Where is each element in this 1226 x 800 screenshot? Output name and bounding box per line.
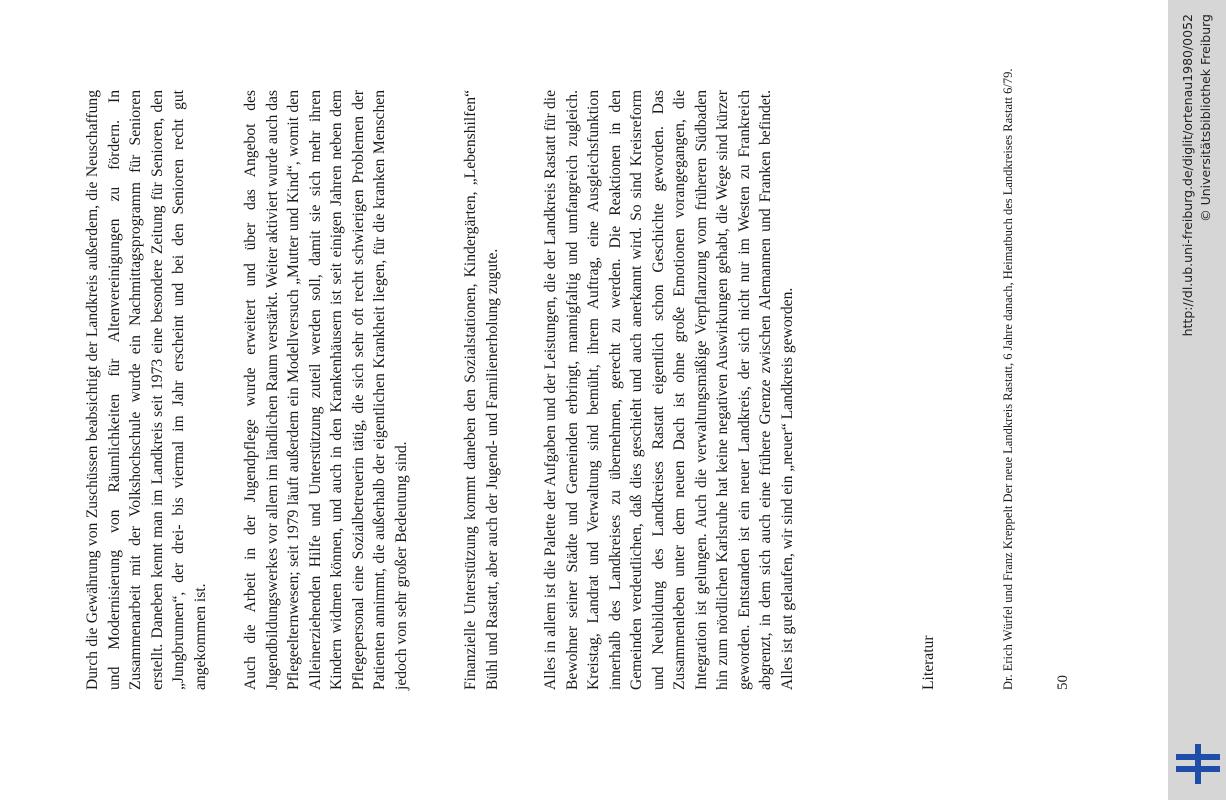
sidebar-text-rotated: [1168, 0, 1226, 800]
paragraph-text: Durch die Gewährung von Zuschüssen beabsichtigt der Landkreis außerdem, die Neuschaffung und Modernisierung von Räumlichkeiten für Altenvereinigungen zu fördern. In Zusammenarbeit mit der Volkshochschule wurde ein Nachmittagsprogramm für Senioren erstellt. Daneben kennt man im Landkreis seit 1973 eine besondere Zeitung für Senioren, den „Jungbrunnen“, der drei- bis viermal im Jahr erscheint und bei den Senioren recht gut angekommen ist.: [84, 90, 209, 690]
paragraph-3: [460, 90, 503, 690]
section-heading: Literatur: [920, 635, 937, 690]
page-number: 50: [1055, 675, 1071, 690]
paragraph-text: Auch die Arbeit in der Jugendpflege wurde erweitert und über das Angebot des Jugendbildungswerkes vor allem im ländlichen Raum verstärkt. Weiter aktiviert wurde auch das Pflegeelternwesen; seit 1979 läuft außerdem ein Modellversuch „Mutter und Kind“, womit den Alleinerziehenden Hilfe und Unterstützung zuteil werden soll, damit sie sich mehr ihren Kindern widmen können, und auch in den Krankenhäusern ist seit einigen Jahren neben dem Pflegepersonal eine Sozialbetreuerin tätig, die sich sehr oft recht schwierigen Problemen der Patienten annimmt, die außerhalb der eigentlichen Krankheit liegen, für die kranken Menschen jedoch von sehr großer Bedeutung sind.: [242, 90, 410, 690]
sidebar-url-link[interactable]: http://dl.ub.uni-freiburg.de/diglit/ortenau1980/0052: [1180, 14, 1195, 337]
paragraph-text: Alles in allem ist die Palette der Aufgaben und der Leistungen, die der Landkreis Rastatt für die Bewohner seiner Städte und Gemeinden erbringt, mannigfaltig und umfangreich zugleich. Kreistag, Landrat und Verwaltung sind bemüht, ihrem Auftrag, eine Ausgleichsfunktion innerhalb des Landkreises zu übernehmen, gerecht zu werden. Die Reaktionen in den Gemeinden verdeutlichen, daß dies geschieht und auch anerkannt wird. So sind Kreisreform und Neubildung des Landkreises Rastatt eigentlich schon Geschichte geworden. Das Zusammenleben unter dem neuen Dach ist ohne große Emotionen vorangegangen, die Integration ist gelungen. Auch die verwaltungsmäßige Verpflanzung vom früheren Südbaden hin zum nördlichen Karlsruhe hat keine negativen Auswirkungen gehabt, die Wege sind kürzer geworden. Entstanden ist ein neuer Landkreis, der sich nicht nur im Westen zu Frankreich abgrenzt, in dem sich auch eine frühere Grenze zwischen Alemannen und Franken befindet. Alles ist gut gelaufen, wir sind ein „neuer“ Landkreis geworden.: [542, 90, 796, 690]
paragraph-text: Finanzielle Unterstützung kommt daneben den Sozialstationen, Kindergärten, „Lebenshilfen“ Bühl und Rastatt, aber auch der Jugend- und Familienerholung zugute.: [462, 90, 501, 690]
paragraph-2: [240, 90, 412, 690]
paragraph-1: [82, 90, 211, 690]
sidebar-copyright: © Universitätsbibliothek Freiburg: [1198, 14, 1213, 222]
reference-entry: Dr. Erich Würfel und Franz Kreppelt Der neue Landkreis Rastatt, 6 Jahre danach, Heimatbuch des Landkreises Rastatt 6/79.: [1001, 68, 1015, 690]
sidebar-strip: [1168, 0, 1226, 800]
ub-freiburg-logo-icon: [1176, 744, 1220, 784]
paragraph-4: [540, 90, 798, 690]
